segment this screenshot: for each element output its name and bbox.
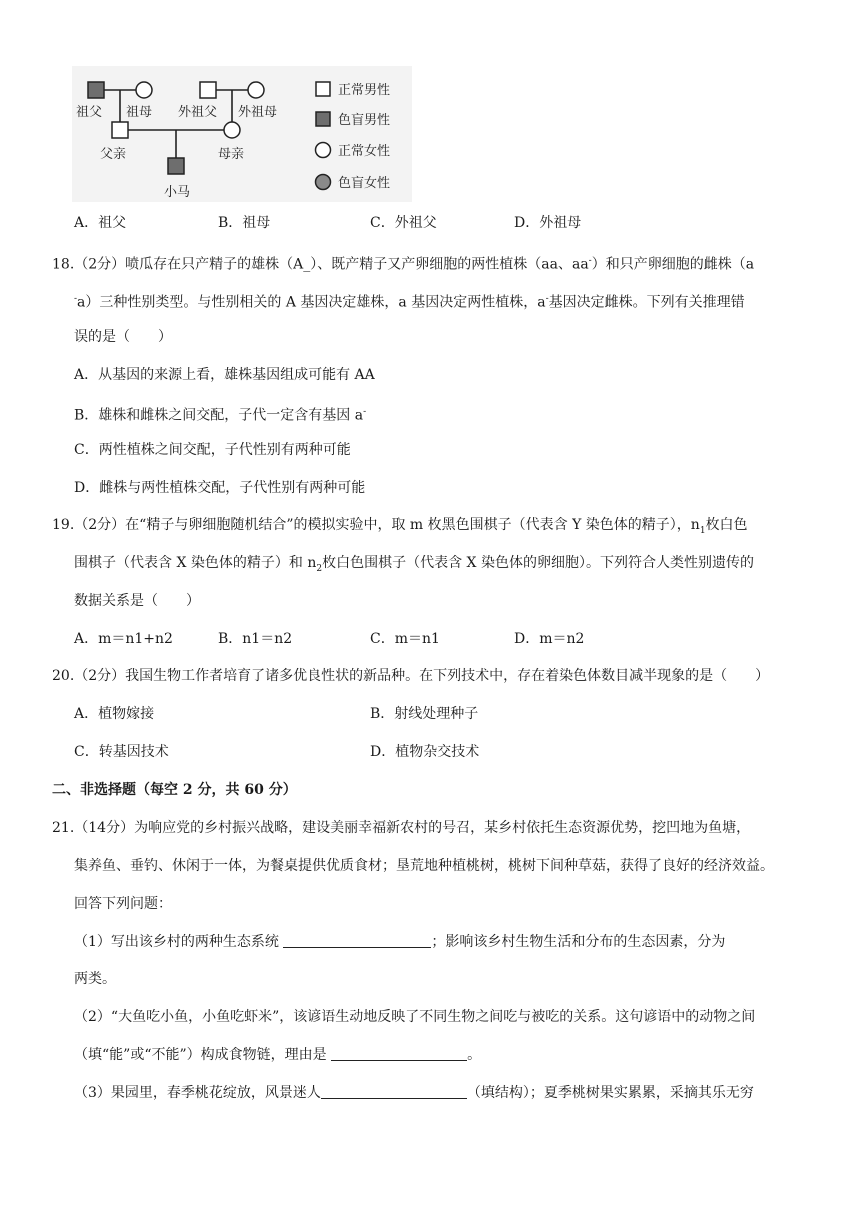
q18-stem-line1	[52, 250, 754, 276]
q18-text-1b: ）和只产卵细胞的雌株（a	[591, 256, 755, 273]
child-symbol	[168, 158, 184, 174]
grandmother-label: 祖母	[126, 105, 153, 120]
q20-option-c: C．转基因技术	[74, 744, 169, 760]
father-symbol	[112, 122, 128, 138]
legend-colorblind-female-icon	[316, 175, 331, 190]
q19-sub-2: 2	[316, 563, 323, 574]
father-label: 父亲	[100, 147, 127, 162]
q18-sup-3: -	[545, 294, 549, 304]
q19-option-a: A．m＝n1+n2	[74, 631, 173, 647]
q21-part3-text-a: （3）果园里，春季桃花绽放，风景迷人	[74, 1085, 321, 1101]
q18-option-a: A．从基因的来源上看，雄株基因组成可能有 AA	[74, 367, 375, 383]
q18-option-c: C．两性植株之间交配，子代性别有两种可能	[74, 442, 351, 458]
q18-option-d: D．雌株与两性植株交配，子代性别有两种可能	[74, 480, 366, 496]
q21-stem-line2: 集养鱼、垂钓、休闲于一体，为餐桌提供优质食材；垦荒地种植桃树，桃树下间种草菇，获得了良好的经济效益。	[74, 858, 774, 874]
q18-sup-2: -	[74, 294, 78, 304]
q19-stem-line2	[74, 552, 754, 580]
q21-part1-text-a: （1）写出该乡村的两种生态系统	[74, 934, 279, 950]
q18-text-2b: ）三种性别类型。与性别相关的 A 基因决定雄株，a 基因决定两性植株，a	[85, 294, 546, 311]
mother-label: 母亲	[218, 147, 245, 162]
q21-part2-line2	[74, 1044, 481, 1066]
q18-text-2a: a	[77, 294, 86, 311]
q19-text-1b: 枚白色	[705, 517, 748, 533]
q18-option-b	[74, 401, 366, 427]
q19-option-c: C．m＝n1	[370, 631, 440, 647]
q20-option-b: B．射线处理种子	[370, 706, 479, 722]
maternal-grandmother-symbol	[248, 82, 264, 98]
child-label: 小马	[164, 185, 191, 200]
q21-part3-line1	[74, 1082, 754, 1104]
q18-stem-line2	[74, 288, 745, 314]
q18-sup-1: -	[588, 256, 592, 266]
q20-option-d: D．植物杂交技术	[370, 744, 480, 760]
section-2-title: 二、非选择题（每空 2 分，共 60 分）	[52, 782, 297, 798]
maternal-grandfather-label: 外祖父	[178, 105, 218, 120]
q21-part1-line1	[74, 931, 725, 953]
q19-option-b: B．n1＝n2	[218, 631, 293, 647]
pedigree-figure	[72, 66, 412, 202]
grandfather-symbol	[88, 82, 104, 98]
maternal-grandmother-label: 外祖母	[238, 105, 278, 120]
q21-part1-text-b: ；影响该乡村生物生活和分布的生态因素，分为	[431, 934, 726, 950]
q20-stem: 20.（2分）我国生物工作者培育了诸多优良性状的新品种。在下列技术中，存在着染色体数目减半现象的是（ ）	[52, 668, 770, 684]
q20-option-a: A．植物嫁接	[74, 706, 155, 722]
q18-option-b-text: B．雄株和雌株之间交配，子代一定含有基因 a	[74, 407, 364, 424]
q21-part2-text-b: （填“能”或“不能”）构成食物链，理由是	[74, 1047, 327, 1063]
q19-sub-1: 1	[699, 525, 706, 536]
grandmother-symbol	[136, 82, 152, 98]
q21-part1-line2: 两类。	[74, 971, 116, 987]
q21-part2-answer-blank[interactable]	[331, 1046, 467, 1061]
legend-normal-male: 正常男性	[338, 83, 391, 98]
legend-normal-male-icon	[316, 82, 330, 96]
legend-normal-female-icon	[316, 143, 331, 158]
q21-part2-line1: （2）“大鱼吃小鱼，小鱼吃虾米”，该谚语生动地反映了不同生物之间吃与被吃的关系。这句谚语中的动物之间	[74, 1009, 756, 1025]
q19-text-2a: 围棋子（代表含 X 染色体的精子）和 n	[74, 555, 317, 571]
legend-colorblind-male-icon	[316, 112, 330, 126]
q19-option-d: D．m＝n2	[514, 631, 585, 647]
q18-text-2c: 基因决定雌株。下列有关推理错	[548, 294, 745, 311]
q18-option-b-sup: -	[363, 407, 367, 417]
legend-normal-female: 正常女性	[338, 144, 391, 159]
q17-option-a: A．祖父	[74, 215, 127, 231]
q21-stem-line1: 21.（14分）为响应党的乡村振兴战略，建设美丽幸福新农村的号召，某乡村依托生态资源优势，挖凹地为鱼塘，	[52, 820, 751, 836]
legend-colorblind-male: 色盲男性	[338, 113, 391, 128]
q21-stem-line3: 回答下列问题：	[74, 896, 172, 912]
q18-text-1: 18.（2分）喷瓜存在只产精子的雄株（A_）、既产精子又产卵细胞的两性植株（aa、aa	[52, 256, 589, 273]
q17-option-b: B．祖母	[218, 215, 271, 231]
q18-stem-line3: 误的是（ ）	[74, 329, 172, 345]
q21-part3-answer-blank[interactable]	[321, 1084, 467, 1099]
pedigree-chart	[72, 66, 412, 202]
legend-colorblind-female: 色盲女性	[338, 176, 391, 191]
q19-stem-line1	[52, 514, 748, 542]
q19-text-2b: 枚白色围棋子（代表含 X 染色体的卵细胞）。下列符合人类性别遗传的	[322, 555, 754, 571]
q21-part1-answer-blank[interactable]	[283, 933, 431, 948]
q19-text-1a: 19.（2分）在“精子与卵细胞随机结合”的模拟实验中，取 m 枚黑色围棋子（代表含 Y 染色体的精子），n	[52, 517, 700, 533]
maternal-grandfather-symbol	[200, 82, 216, 98]
q21-part3-text-b: （填结构）；夏季桃树果实累累，采摘其乐无穷	[466, 1085, 754, 1101]
q21-part2-text-c: 。	[467, 1047, 482, 1063]
q19-stem-line3: 数据关系是（ ）	[74, 593, 200, 609]
q17-option-c: C．外祖父	[370, 215, 437, 231]
q17-option-d: D．外祖母	[514, 215, 582, 231]
grandfather-label: 祖父	[76, 105, 103, 120]
mother-symbol	[224, 122, 240, 138]
